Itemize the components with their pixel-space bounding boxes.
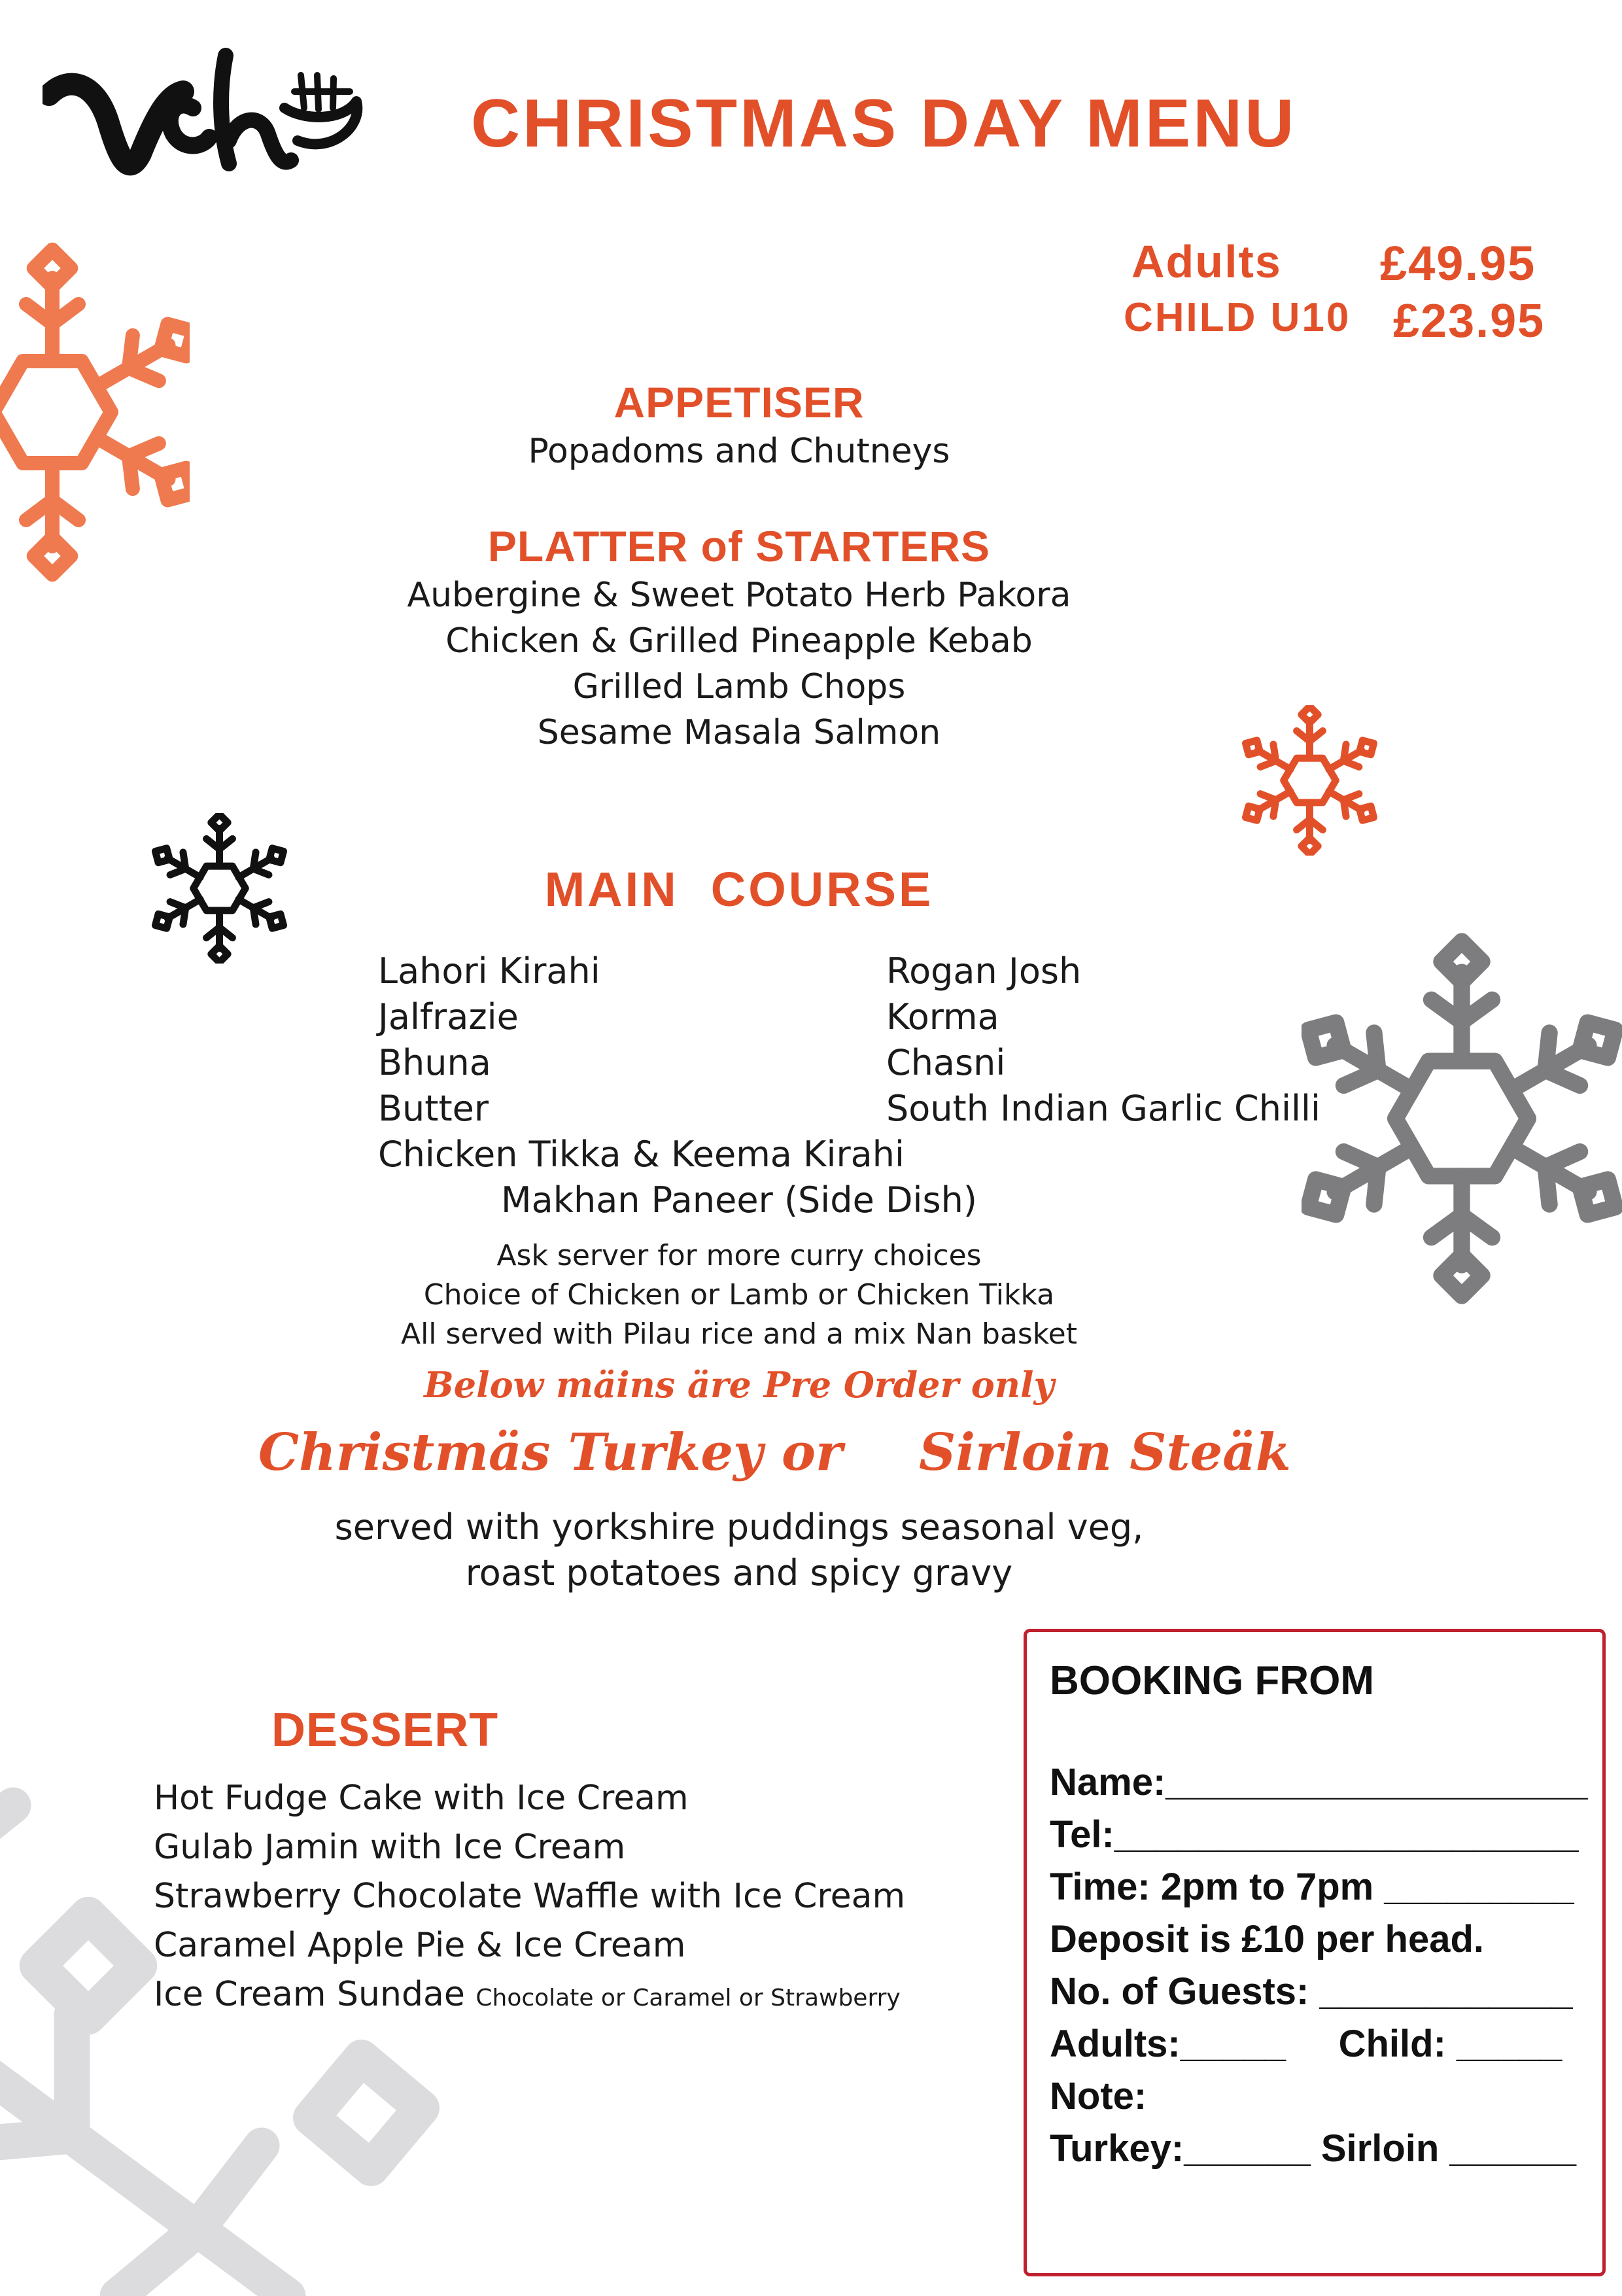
booking-adults-child-field[interactable]: Adults:_____ Child: _____ bbox=[1050, 2023, 1562, 2065]
pre-order-or: or bbox=[782, 1423, 843, 1482]
menu-item: Jalfrazie bbox=[378, 996, 519, 1037]
menu-item: Sesame Masala Salmon bbox=[537, 713, 941, 752]
booking-tel-field[interactable]: Tel:______________________ bbox=[1050, 1813, 1579, 1856]
main-course-notes bbox=[0, 1236, 1478, 1354]
sundae-options: Chocolate or Caramel or Strawberry bbox=[475, 1985, 901, 2011]
booking-title: BOOKING FROM bbox=[1050, 1658, 1374, 1703]
pre-order-turkey: Christmäs Turkey bbox=[258, 1423, 763, 1482]
served-with bbox=[0, 1505, 1478, 1596]
price-value: £23.95 bbox=[1393, 295, 1545, 347]
booking-form bbox=[1024, 1629, 1606, 2276]
dessert-item-sundae bbox=[154, 1970, 1004, 2023]
dessert-item: Strawberry Chocolate Waffle with Ice Cream bbox=[154, 1877, 906, 1916]
note-line: Choice of Chicken or Lamb or Chicken Tikka bbox=[423, 1278, 1055, 1312]
menu-item: Korma bbox=[886, 996, 999, 1037]
menu-item: South Indian Garlic Chilli bbox=[886, 1088, 1320, 1129]
pre-order-mains bbox=[0, 1423, 1478, 1495]
booking-turkey-sirloin-field[interactable]: Turkey:______ Sirloin ______ bbox=[1050, 2127, 1576, 2170]
price-row-child bbox=[1112, 294, 1557, 353]
pre-order-note: Below mäins äre Pre Order only bbox=[424, 1364, 1054, 1406]
side-dish: Makhan Paneer (Side Dish) bbox=[501, 1179, 977, 1221]
main-course-left-column bbox=[378, 948, 905, 1177]
section-heading: APPETISER bbox=[613, 378, 865, 426]
appetiser-section bbox=[0, 376, 1478, 474]
note-line: Ask server for more curry choices bbox=[496, 1239, 982, 1272]
menu-item: Bhuna bbox=[378, 1042, 491, 1083]
served-with-line: roast potatoes and spicy gravy bbox=[465, 1552, 1013, 1593]
menu-item: Chasni bbox=[886, 1042, 1006, 1083]
booking-name-field[interactable]: Name:____________________ bbox=[1050, 1761, 1588, 1803]
sundae-label: Ice Cream Sundae bbox=[154, 1975, 465, 2014]
menu-item: Rogan Josh bbox=[886, 950, 1082, 992]
booking-note-field[interactable]: Note: bbox=[1050, 2075, 1147, 2117]
page-title: CHRISTMAS DAY MENU bbox=[471, 86, 1297, 162]
booking-fields bbox=[1050, 1756, 1587, 2175]
note-line: All served with Pilau rice and a mix Nan basket bbox=[400, 1317, 1078, 1351]
pre-order-steak: Sirloin Steäk bbox=[919, 1423, 1291, 1482]
dessert-item: Gulab Jamin with Ice Cream bbox=[154, 1828, 626, 1867]
booking-deposit-note: Deposit is £10 per head. bbox=[1050, 1918, 1485, 1960]
menu-item: Chicken & Grilled Pineapple Kebab bbox=[445, 621, 1033, 661]
main-course-right-column bbox=[886, 948, 1344, 1132]
served-with-line: served with yorkshire puddings seasonal veg, bbox=[334, 1506, 1144, 1548]
logo-icon bbox=[43, 29, 370, 206]
menu-item: Butter bbox=[378, 1088, 489, 1129]
dessert-item: Hot Fudge Cake with Ice Cream bbox=[154, 1779, 689, 1818]
price-value: £49.95 bbox=[1380, 236, 1536, 290]
price-label: Adults bbox=[1131, 236, 1282, 287]
booking-time-field[interactable]: Time: 2pm to 7pm _________ bbox=[1050, 1866, 1574, 1908]
dessert-heading: DESSERT bbox=[271, 1704, 499, 1756]
dessert-list bbox=[154, 1774, 1004, 2023]
dessert-item: Caramel Apple Pie & Ice Cream bbox=[154, 1926, 686, 1965]
main-course-heading: MAIN COURSE bbox=[544, 862, 934, 916]
menu-item: Aubergine & Sweet Potato Herb Pakora bbox=[407, 576, 1071, 615]
menu-item: Lahori Kirahi bbox=[378, 950, 600, 992]
price-label: CHILD U10 bbox=[1124, 295, 1351, 340]
logo bbox=[43, 29, 370, 206]
section-heading: PLATTER of STARTERS bbox=[487, 522, 991, 570]
menu-item: Popadoms and Chutneys bbox=[528, 432, 950, 471]
menu-item: Grilled Lamb Chops bbox=[572, 667, 906, 706]
price-table bbox=[1112, 235, 1557, 353]
menu-item: Chicken Tikka & Keema Kirahi bbox=[378, 1134, 905, 1175]
booking-guests-field[interactable]: No. of Guests: ____________ bbox=[1050, 1970, 1573, 2013]
price-row-adults bbox=[1112, 235, 1557, 294]
starters-section bbox=[0, 520, 1478, 756]
